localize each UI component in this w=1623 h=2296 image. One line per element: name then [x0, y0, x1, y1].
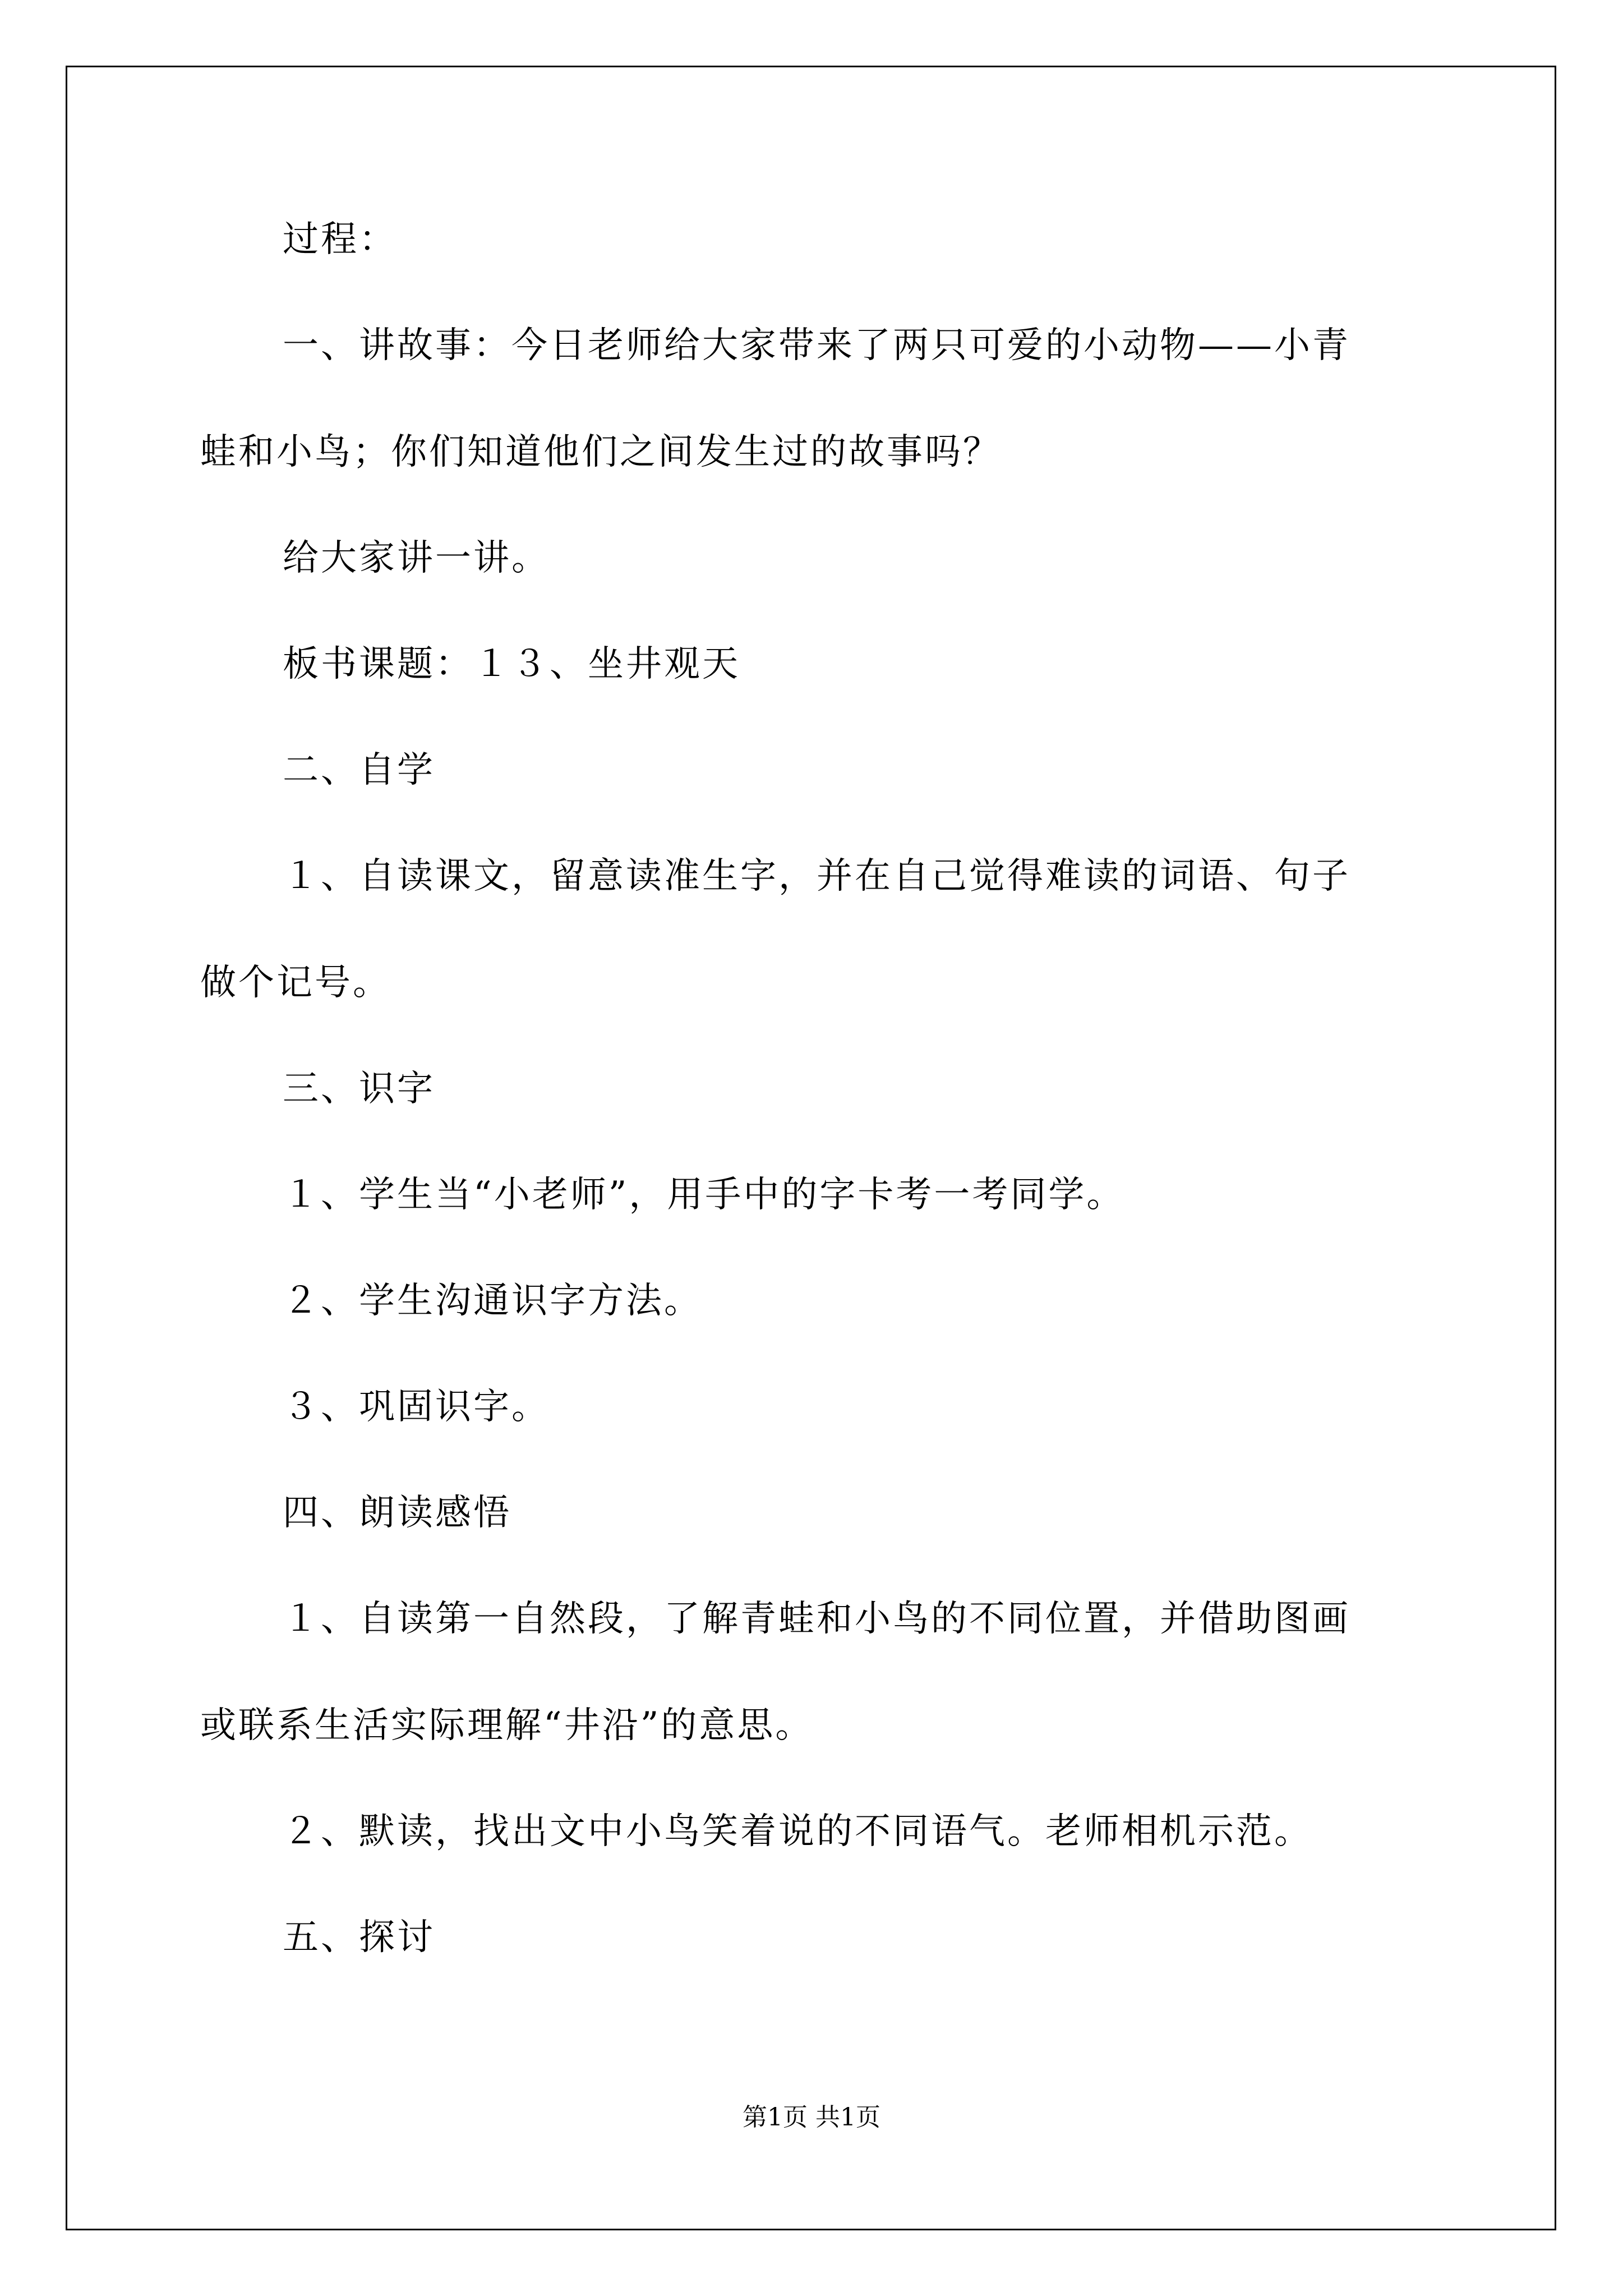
paragraph-reading-heading: 四、朗读感悟 [283, 1492, 511, 1534]
paragraph-little-teacher: １、学生当“小老师”，用手中的字卡考一考同学。 [283, 1174, 1125, 1216]
paragraph-process-heading: 过程： [283, 219, 397, 260]
paragraph-read-first-section: １、自读第一自然段，了解青蛙和小鸟的不同位置，并借助图画 或联系生活实际理解“井沿”的意思。 [200, 1598, 1350, 1746]
paragraph-discuss-heading: 五、探讨 [283, 1917, 435, 1958]
paragraph-tell-story: 给大家讲一讲。 [283, 537, 550, 579]
paragraph-silent-read: ２、默读，找出文中小鸟笑着说的不同语气。老师相机示范。 [283, 1811, 1312, 1852]
paragraph-share-methods: ２、学生沟通识字方法。 [283, 1280, 702, 1322]
paragraph-board-title: 板书课题：１３、坐井观天 [283, 643, 740, 685]
paragraph-self-study-heading: 二、自学 [283, 749, 435, 791]
paragraph-story: 一、讲故事：今日老师给大家带来了两只可爱的小动物——小青 蛙和小鸟；你们知道他们之间发生过的故事吗？ [200, 325, 1350, 473]
document-body [200, 213, 1445, 2017]
page-footer: 第1页 共1页 [743, 2103, 880, 2132]
paragraph-consolidate: ３、巩固识字。 [283, 1386, 550, 1428]
paragraph-literacy-heading: 三、识字 [283, 1068, 435, 1110]
paragraph-self-read: １、自读课文，留意读准生字，并在自己觉得难读的词语、句子 做个记号。 [200, 855, 1350, 1004]
